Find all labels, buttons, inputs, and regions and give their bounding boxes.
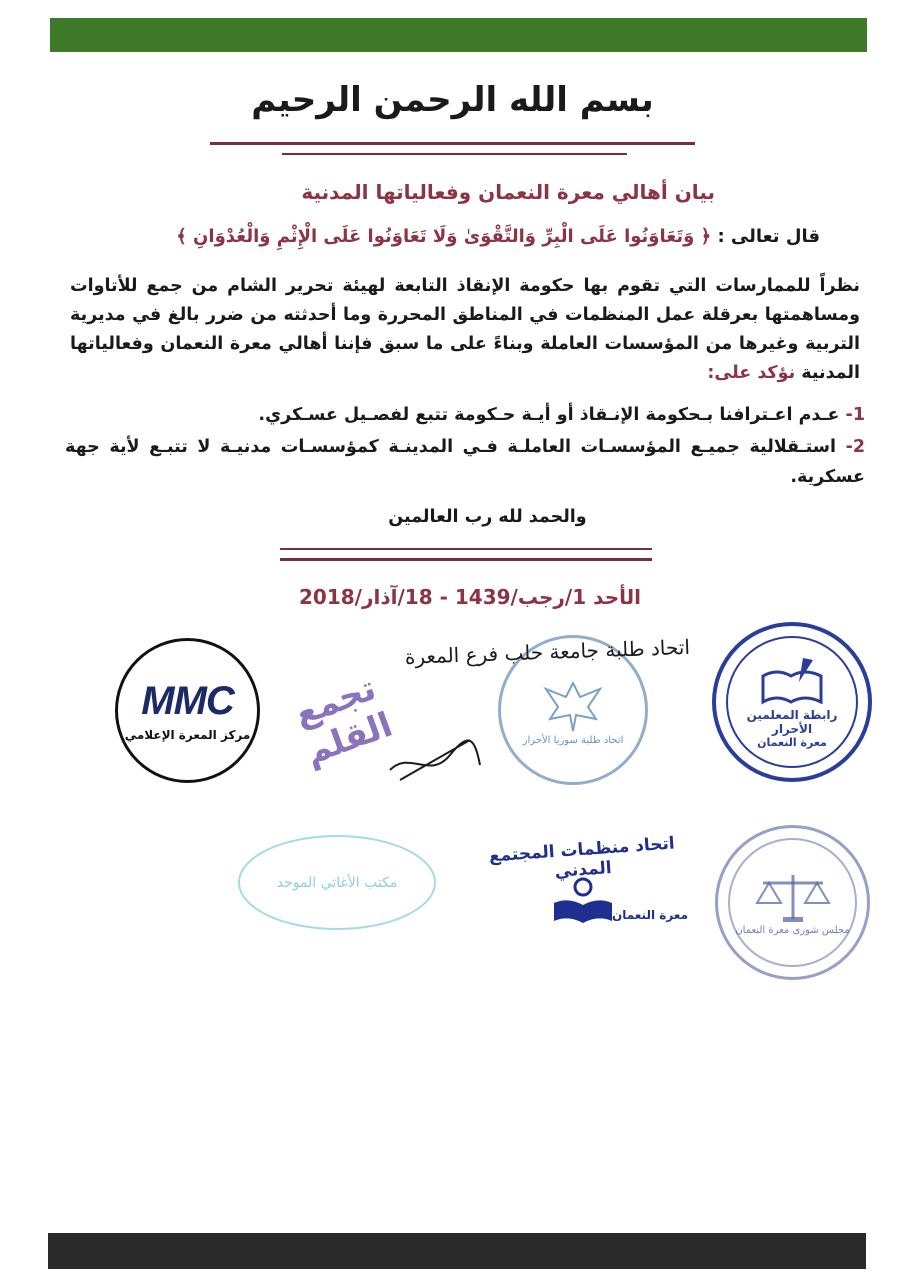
item-text: عـدم اعـترافنا بـحكومة الإنـقاذ أو أيـة حـكومة تتبع لفصـيل عسـكري. xyxy=(258,405,840,425)
eagle-stamp-text: اتحاد طلبة سوريا الأحرار xyxy=(522,734,624,746)
demand-item-1 xyxy=(65,400,865,430)
mmc-logo: MMC xyxy=(141,679,234,723)
affirm-text: نؤكد على: xyxy=(707,363,796,383)
pen-stamp-text: تجمع القلم xyxy=(289,668,398,773)
shura-council-stamp xyxy=(715,825,870,980)
header-rule-top xyxy=(210,142,695,145)
closing-line: والحمد لله رب العالمين xyxy=(388,507,587,527)
item-number: 1- xyxy=(845,405,865,425)
statement-paragraph xyxy=(70,272,860,388)
bottom-dark-bar xyxy=(48,1233,866,1269)
statement-date: الأحد 1/رجب/1439 - 18/آذار/2018 xyxy=(299,585,641,609)
date-rule-top xyxy=(280,548,652,550)
statement-title: بيان أهالي معرة النعمان وفعالياتها المدنية xyxy=(301,180,715,204)
signature-scribble xyxy=(380,720,490,790)
item-text: استـقلالية جميـع المؤسسـات العاملـة فـي المدينـة كمؤسسـات مدنيـة لا تتبـع لأية جهة عسكرية. xyxy=(65,437,865,487)
mmc-caption: مركز المعرة الإعلامي xyxy=(124,728,251,742)
relief-office-stamp xyxy=(238,835,436,930)
teachers-stamp-text: رابطة المعلمين الأحرار xyxy=(746,707,838,736)
verse-intro: قال تعالى : xyxy=(717,226,820,247)
date-rule-bottom xyxy=(280,558,652,561)
shura-stamp-text: مجلس شورى معرة النعمان xyxy=(735,925,850,936)
scales-icon xyxy=(753,869,833,925)
item-number: 2- xyxy=(845,437,866,457)
basmala-heading: بسم الله الرحمن الرحيم xyxy=(251,80,654,120)
verse-text: ﴿ وَتَعَاوَنُوا عَلَى الْبِرِّ وَالتَّقْوَىٰ وَلَا تَعَاوَنُوا عَلَى الْإِثْمِ وَالْعُدْوَانِ ﴾ xyxy=(176,226,712,247)
civil-society-union-stamp xyxy=(465,820,700,940)
civil-society-text: اتحاد منظمات المجتمع المدني xyxy=(488,833,676,882)
civil-society-city: معرة النعمان xyxy=(611,908,688,922)
teachers-league-stamp xyxy=(712,622,872,782)
teachers-stamp-city: معرة النعمان xyxy=(757,735,827,749)
mmc-stamp xyxy=(115,638,260,783)
book-pen-icon xyxy=(757,656,827,708)
signature-handwriting: اتحاد طلبة جامعة حلب فرع المعرة xyxy=(404,634,691,669)
eagle-icon xyxy=(538,675,608,735)
top-green-bar xyxy=(50,18,867,52)
quran-verse xyxy=(60,226,820,247)
paragraph-text: نظراً للممارسات التي تقوم بها حكومة الإنقاذ التابعة لهيئة تحرير الشام من جمع للأتاوات ومساهمتها بعرقلة عمل المنظمات في المناطق المحررة وما أحدثته من ضرر بالغ في مديرية التربية وغيرها من المؤسسات العاملة وبناءً على ما سبق فإننا أهالي معرة النعمان وفعالياتها المدنية xyxy=(70,276,860,383)
relief-office-text: مكتب الأغاثي الموحد xyxy=(276,874,398,891)
header-rule-bottom xyxy=(282,153,627,155)
demand-item-2 xyxy=(65,432,865,492)
student-union-signature xyxy=(380,625,690,790)
